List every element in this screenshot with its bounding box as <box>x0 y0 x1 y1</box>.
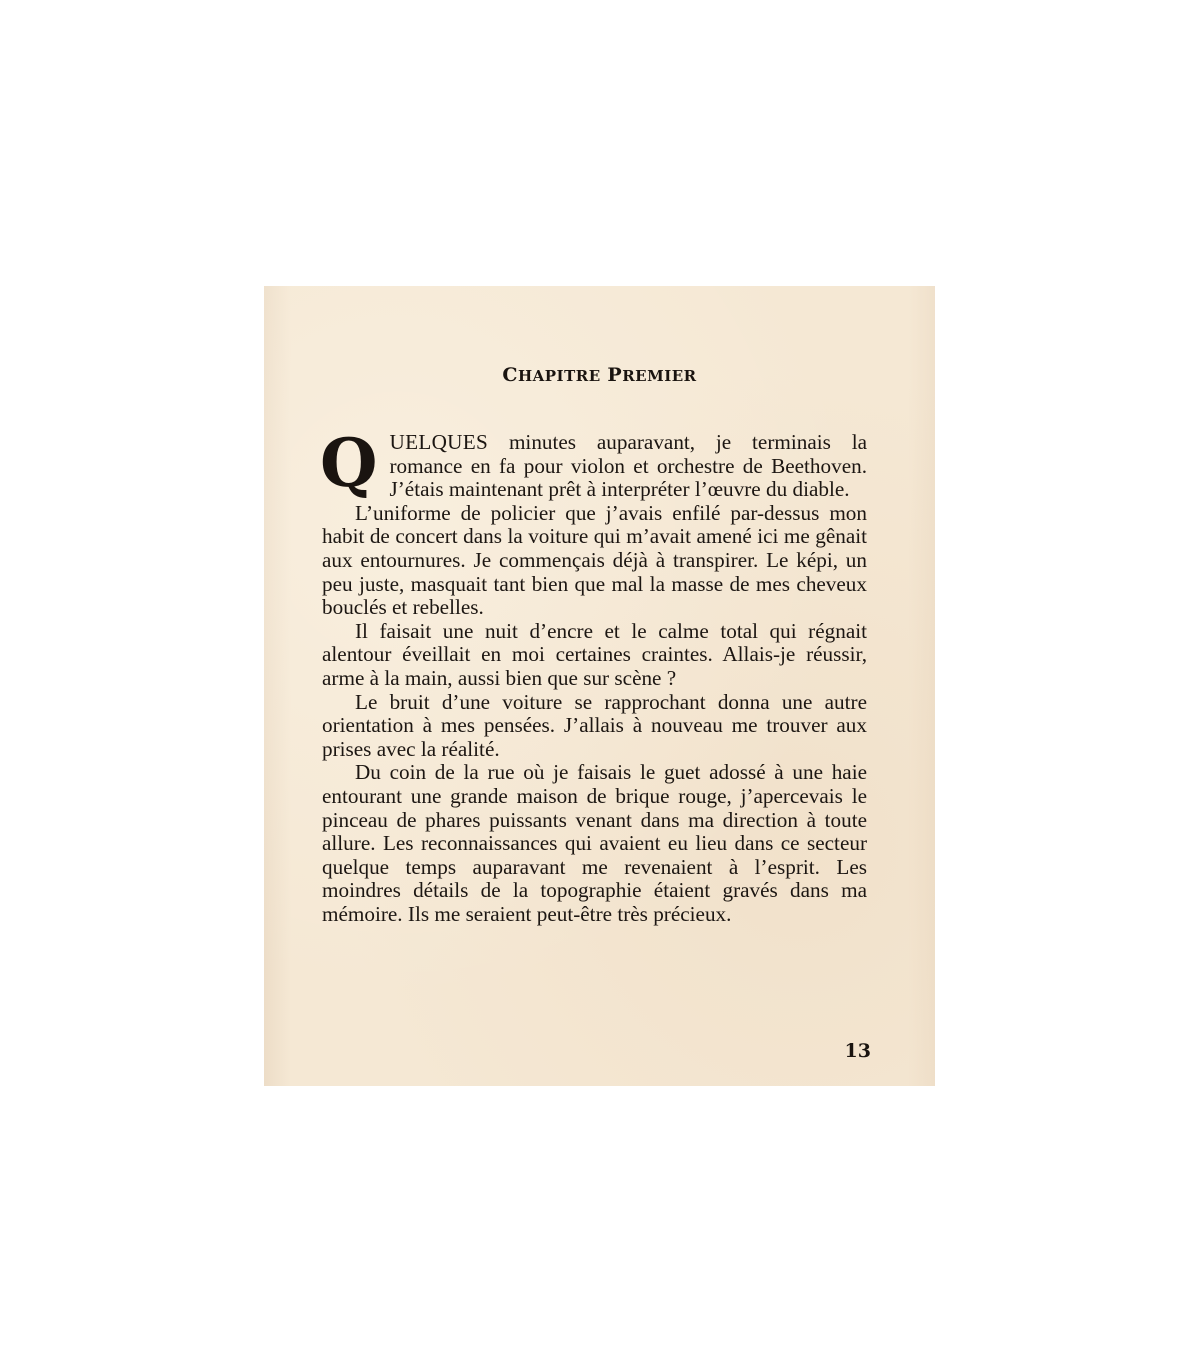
drop-cap: Q <box>320 424 378 502</box>
paragraph-2: L’uniforme de policier que j’avais enfilé par-dessus mon habit de concert dans la voiture qui m’avait amené ici me gênait aux entournures. Je commençais déjà à transpirer. Le képi, un peu juste, masquait tant bien que mal la masse de mes cheveux bouclés et rebelles. <box>322 500 867 620</box>
book-page <box>264 286 935 1086</box>
page-number: 13 <box>844 1040 871 1062</box>
chapter-title-initial: C <box>502 364 518 386</box>
paragraph-4: Le bruit d’une voiture se rapprochant donna une autre orientation à mes pensées. J’allais à nouveau me trouver aux prises avec la réalité. <box>322 689 867 761</box>
paragraph-1-text: minutes auparavant, je terminais la romance en fa pour violon et orchestre de Beethoven. J’étais maintenant prêt à interpréter l’œuvre du diable. <box>389 430 867 502</box>
chapter-title-word-2: REMIER <box>622 367 697 385</box>
paragraph-5: Du coin de la rue où je faisais le guet adossé à une haie entourant une grande maison de brique rouge, j’apercevais le pinceau de phares puissants venant dans ma direction à toute allure. Les reconnaissances qui avaient eu lieu dans ce secteur quelque temps auparavant me revenaient à l’esprit. Les moindres détails de la topographie étaient gravés dans ma mémoire. Ils me seraient peut-être très précieux. <box>322 760 867 926</box>
paragraph-1 <box>320 424 867 502</box>
paragraph-3: Il faisait une nuit d’encre et le calme total qui régnait alentour éveillait en moi certaines craintes. Allais-je réussir, arme à la main, aussi bien que sur scène ? <box>322 618 867 690</box>
chapter-title-initial-2: P <box>607 364 623 386</box>
chapter-title-word-1: HAPITRE <box>517 367 601 385</box>
chapter-title <box>264 364 935 386</box>
first-word-small-caps: UELQUES <box>389 430 489 454</box>
body-text <box>320 424 867 926</box>
